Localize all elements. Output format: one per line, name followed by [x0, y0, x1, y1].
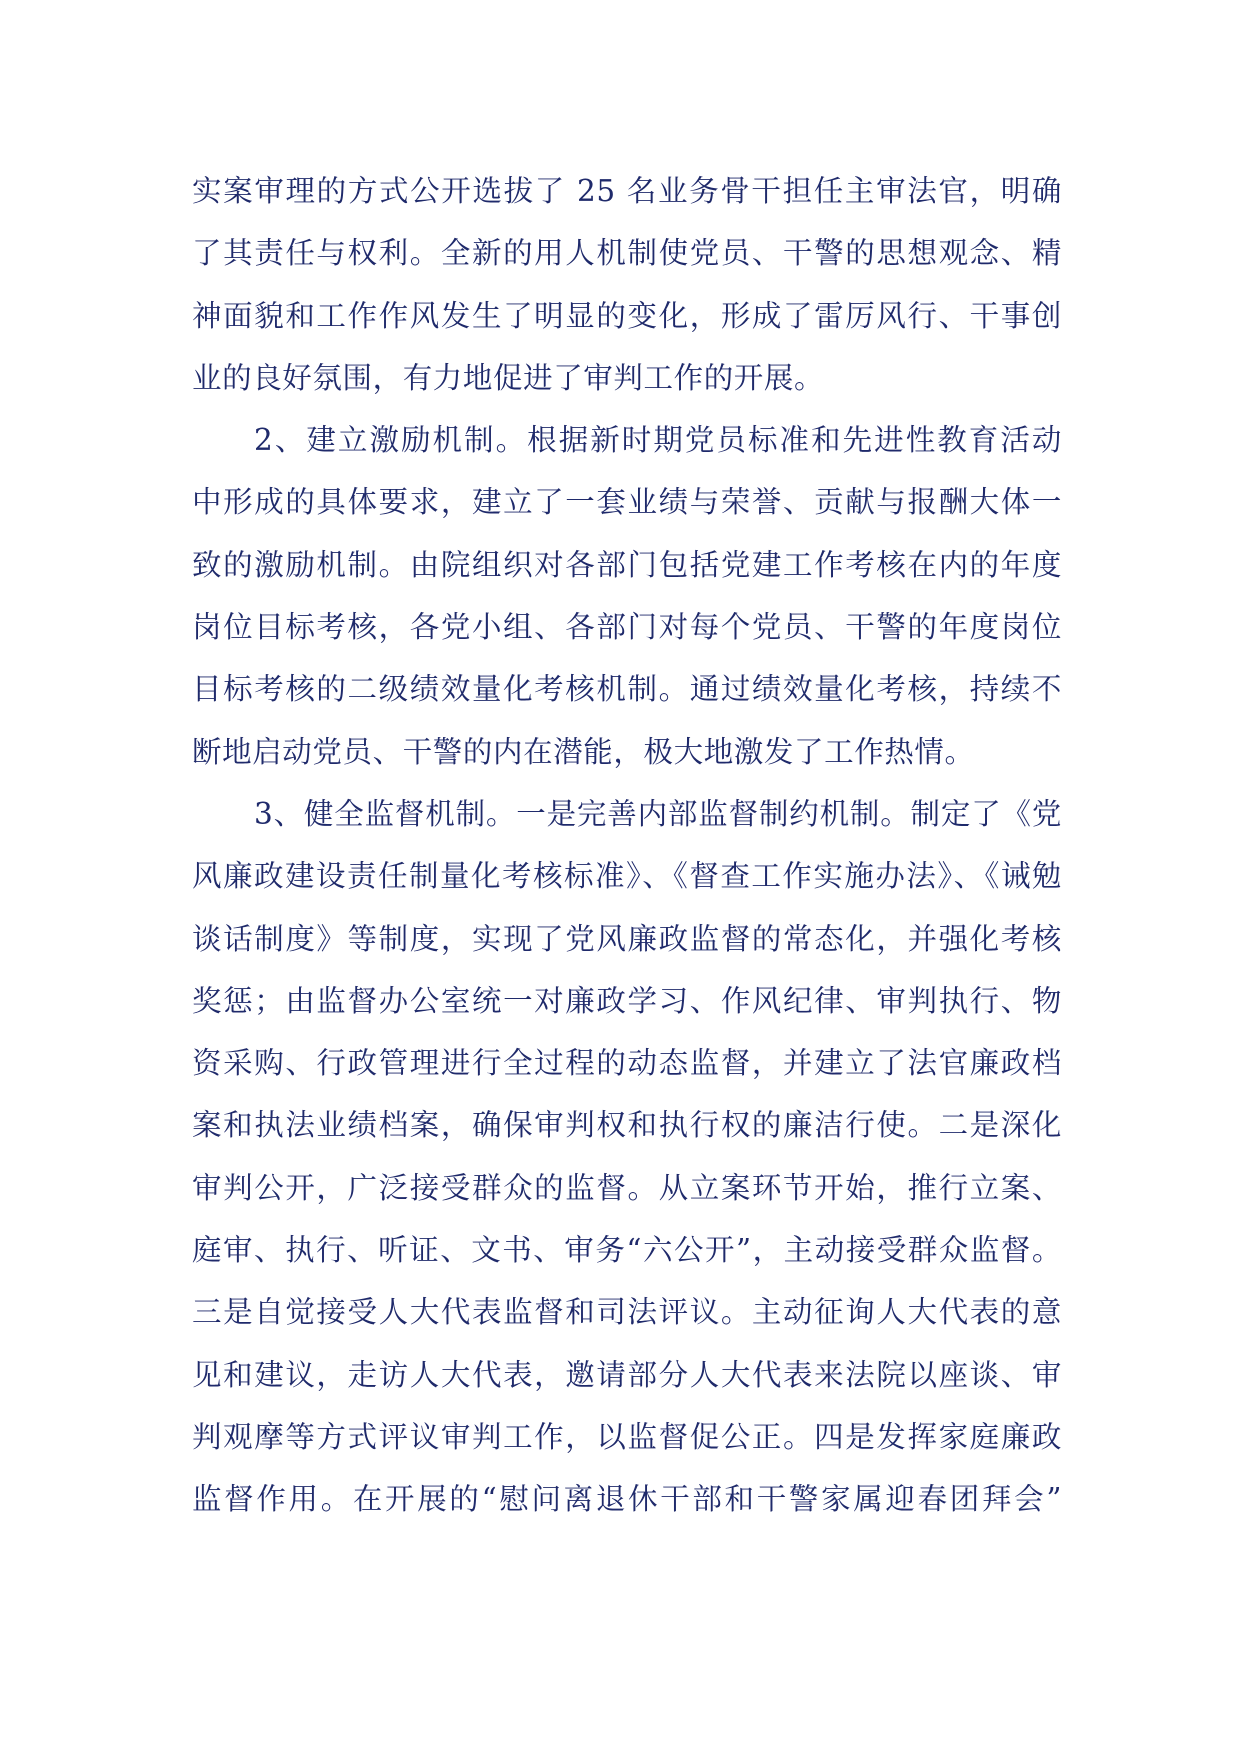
- paragraph-line: 中形成的具体要求，建立了一套业绩与荣誉、贡献与报酬大体一: [192, 485, 1062, 520]
- paragraph-line: 神面貌和工作作风发生了明显的变化，形成了雷厉风行、干事创: [192, 298, 1062, 333]
- paragraph-first-line: 2、建立激励机制。根据新时期党员标准和先进性教育活动: [254, 423, 1062, 458]
- paragraph-line: 监督作用。在开展的“慰问离退休干部和干警家属迎春团拜会”: [192, 1482, 1062, 1517]
- paragraph-first-line: 3、健全监督机制。一是完善内部监督制约机制。制定了《党: [254, 796, 1062, 831]
- paragraph-line: 判观摩等方式评议审判工作，以监督促公正。四是发挥家庭廉政: [192, 1419, 1062, 1454]
- paragraph-line: 三是自觉接受人大代表监督和司法评议。主动征询人大代表的意: [192, 1295, 1062, 1330]
- paragraph-line: 了其责任与权利。全新的用人机制使党员、干警的思想观念、精: [192, 236, 1062, 271]
- body-text: [192, 160, 1062, 1531]
- paragraph-line: 目标考核的二级绩效量化考核机制。通过绩效量化考核，持续不: [192, 672, 1062, 707]
- paragraph-line: 谈话制度》等制度，实现了党风廉政监督的常态化，并强化考核: [192, 921, 1062, 956]
- paragraph-line: 断地启动党员、干警的内在潜能，极大地激发了工作热情。: [192, 734, 975, 769]
- paragraph-line: 实案审理的方式公开选拔了 25 名业务骨干担任主审法官，明确: [192, 174, 1062, 208]
- paragraph-line: 奖惩；由监督办公室统一对廉政学习、作风纪律、审判执行、物: [192, 983, 1062, 1018]
- paragraph-line: 案和执法业绩档案，确保审判权和执行权的廉洁行使。二是深化: [192, 1108, 1062, 1143]
- paragraph-line: 致的激励机制。由院组织对各部门包括党建工作考核在内的年度: [192, 547, 1062, 582]
- paragraph-line: 资采购、行政管理进行全过程的动态监督，并建立了法官廉政档: [192, 1046, 1062, 1081]
- paragraph-line: 风廉政建设责任制量化考核标准》、《督查工作实施办法》、《诫勉: [192, 859, 1062, 894]
- paragraph-line: 岗位目标考核，各党小组、各部门对每个党员、干警的年度岗位: [192, 610, 1062, 645]
- paragraph-line: 庭审、执行、听证、文书、审务“六公开”，主动接受群众监督。: [192, 1233, 1062, 1268]
- paragraph-line: 审判公开，广泛接受群众的监督。从立案环节开始，推行立案、: [192, 1170, 1062, 1205]
- paragraph-line: 见和建议，走访人大代表，邀请部分人大代表来法院以座谈、审: [192, 1357, 1062, 1392]
- paragraph-line: 业的良好氛围，有力地促进了审判工作的开展。: [192, 360, 825, 395]
